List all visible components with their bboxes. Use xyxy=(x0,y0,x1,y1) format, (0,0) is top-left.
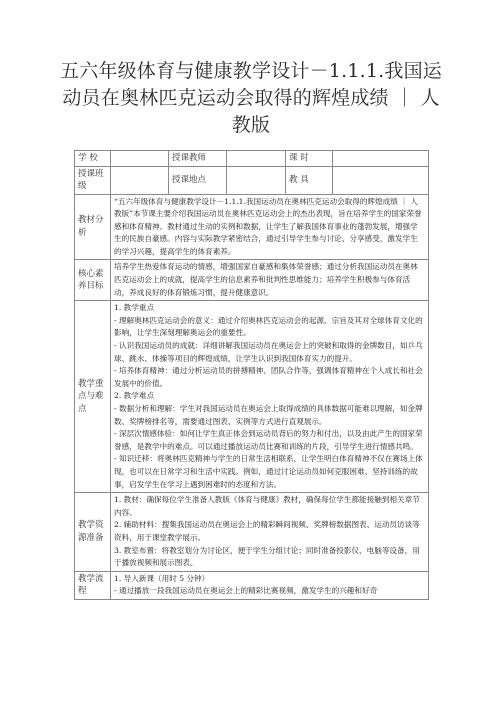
analysis-label: 教材分析 xyxy=(75,194,111,260)
list-item: - 培养体育精神：通过分析运动员的拼搏精神、团队合作等，强调体育精神在个人成长和社会发展中的价值。 xyxy=(114,366,423,388)
class-label: 授课班级 xyxy=(75,166,111,194)
keypoints-content xyxy=(111,301,429,493)
list-item: 3. 教室布置：将教室划分为讨论区，便于学生分组讨论；同时准备投影仪、电脑等设备，用于播放视频和展示图表。 xyxy=(114,545,420,568)
list-item: - 理解奥林匹克运动会的意义：通过介绍奥林匹克运动会的起源、宗旨及其对全球体育文化的影响，让学生深刻理解奥运会的重要性。 xyxy=(114,315,423,338)
list-item: 1. 导入新课（用时 5 分钟） xyxy=(114,573,210,583)
class-value xyxy=(111,166,169,194)
resources-label: 教学资源准备 xyxy=(75,493,111,572)
list-item: 1. 教学重点 xyxy=(114,303,155,313)
location-value xyxy=(227,166,286,194)
goals-label: 核心素养目标 xyxy=(75,260,111,301)
list-item: 2. 教学难点 xyxy=(114,391,155,401)
list-item: - 通过播放一段我国运动员在奥运会上的精彩比赛视频，激发学生的兴趣和好奇 xyxy=(114,586,378,596)
school-label: 学 校 xyxy=(75,151,111,167)
hours-value xyxy=(333,151,429,167)
table-row xyxy=(75,260,429,301)
analysis-text: “五六年级体育与健康教学设计－1.1.1.我国运动员在奥林匹克运动会取得的辉煌成绩 ｜ 人教版”本节课主要介绍我国运动员在奥林匹克运动会上的杰出表现，旨在培养学生的国家荣誉感和体育精神。教材通过生动的实例和数据，让学生了解我国体育事业的蓬勃发展，增强学生的民族自豪感。内容与实际教学紧密结合，通过引导学生参与讨论、分享感受，激发学生的学习兴趣，提高学生的体育素养。 xyxy=(111,194,429,260)
table-row xyxy=(75,151,429,167)
keypoints-label: 教学重点与难点 xyxy=(75,301,111,493)
textbook-label: 教 具 xyxy=(286,166,333,194)
process-label: 教学流程 xyxy=(75,571,111,599)
list-item: 2. 辅助材料：搜集我国运动员在奥运会上的精彩瞬间视频、奖牌榜数据图表、运动员访谈等资料，用于课堂教学展示。 xyxy=(114,520,420,542)
list-item: - 数据分析和理解：学生对我国运动员在奥运会上取得成绩的具体数据可能难以理解，如金牌数、奖牌榜排名等，需要通过图表、实例等方式进行直观展示。 xyxy=(114,404,423,426)
resources-content xyxy=(111,493,429,572)
list-item: - 认识我国运动员的成就：详细讲解我国运动员在奥运会上的突破和取得的金牌数目，如乒乓球、跳水、体操等项目的辉煌成绩，让学生认识到我国体育实力的提升。 xyxy=(114,341,423,363)
textbook-value xyxy=(333,166,429,194)
table-row xyxy=(75,194,429,260)
teacher-label: 授课教师 xyxy=(169,151,227,167)
school-value xyxy=(111,151,169,167)
hours-label: 课 时 xyxy=(286,151,333,167)
table-row xyxy=(75,493,429,572)
page-title: 五六年级体育与健康教学设计－1.1.1.我国运动员在奥林匹克运动会取得的辉煌成绩 ｜ 人教版 xyxy=(60,60,442,136)
list-item: - 深层次情感体验：如何让学生真正体会到运动员背后的努力和付出，以及由此产生的国家荣誉感，是教学中的难点。可以通过播放运动员比赛和训练的片段，引导学生进行情感共鸣。 xyxy=(114,429,423,451)
teacher-value xyxy=(227,151,286,167)
table-row xyxy=(75,571,429,599)
process-content xyxy=(111,571,429,599)
lesson-plan-table xyxy=(74,150,429,600)
table-row xyxy=(75,166,429,194)
goals-text: 培养学生热爱体育运动的情感，增强国家自豪感和集体荣誉感；通过分析我国运动员在奥林匹克运动会上的成就，提高学生的信息素养和批判性思维能力；培养学生积极参与体育活动，养成良好的体育锻炼习惯，提升健康意识。 xyxy=(111,260,429,301)
list-item: - 知识迁移：将奥林匹克精神与学生的日常生活相联系，让学生明白体育精神不仅在赛场上体现，也可以在日常学习和生活中实践。例如，通过讨论运动员如何克服困难、坚持训练的故事，启发学生在学习上遇到困难时的态度和方法。 xyxy=(114,454,423,489)
list-item: 1. 教材：确保每位学生准备人教版《体育与健康》教材，确保每位学生都能接触到相关章节内容。 xyxy=(114,495,420,517)
table-row xyxy=(75,301,429,493)
location-label: 授课地点 xyxy=(169,166,227,194)
